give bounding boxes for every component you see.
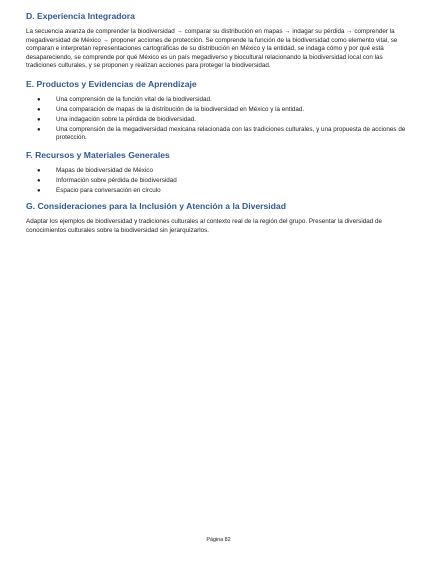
- list-item-text: Una comprensión de la función vital de la biodiversidad.: [56, 95, 212, 103]
- section-paragraph-experiencia-integradora: La secuencia avanza de comprender la biodiversidad → comparar su distribución en mapas → indagar su pérdida → comprender la megadiversidad de México → proponer acciones de protección. Se comprende la función de la biodiversidad como elemento vital, se comparan e interpretan representaciones cartográficas de su distribución en México y la entidad, se indaga cómo y por qué está desapareciendo, se comprende por qué México es un país megadiverso y biocultural relacionando la biodiversidad local con las tradiciones culturales, y se proponen y realizan acciones para proteger la biodiversidad.: [26, 28, 398, 69]
- section-paragraph-inclusion-diversidad: Adaptar los ejemplos de biodiversidad y tradiciones culturales al contexto real de la región del grupo. Presentar la diversidad de conocimientos culturales sobre la biodiversidad sin jerarquizarlos.: [26, 218, 382, 234]
- list-item-text: Una indagación sobre la pérdida de biodiversidad.: [56, 115, 197, 123]
- section-heading-inclusion-diversidad: G. Consideraciones para la Inclusión y Atención a la Diversidad: [26, 201, 286, 212]
- section-heading-experiencia-integradora: D. Experiencia Integradora: [26, 11, 135, 21]
- page-number: Página 82: [206, 537, 231, 543]
- bullet-icon: ●: [37, 167, 41, 174]
- bullet-icon: ●: [37, 187, 41, 194]
- bullet-icon: ●: [37, 116, 41, 123]
- bullet-icon: ●: [37, 106, 41, 113]
- bullet-icon: ●: [37, 126, 41, 133]
- bullet-list-recursos: [26, 167, 410, 196]
- bullet-list-productos: [26, 96, 410, 143]
- bullet-icon: ●: [37, 177, 41, 184]
- list-item-text: Una comparación de mapas de la distribución de la biodiversidad en México y la entidad.: [56, 105, 305, 113]
- list-item-text: Información sobre pérdida de biodiversidad: [56, 176, 177, 184]
- list-item: [26, 116, 410, 125]
- list-item-text: Una comprensión de la megadiversidad mexicana relacionada con las tradiciones culturales, y una propuesta de acciones de protección.: [56, 125, 406, 142]
- document-page: [26, 10, 410, 235]
- section-heading-recursos-materiales: F. Recursos y Materiales Generales: [26, 149, 170, 160]
- section-heading-productos-evidencias: E. Productos y Evidencias de Aprendizaje: [26, 78, 197, 89]
- list-item: [26, 177, 410, 186]
- bullet-icon: ●: [37, 96, 41, 103]
- list-item-text: Espacio para conversación en círculo: [56, 186, 161, 194]
- list-item: [26, 126, 410, 143]
- list-item: [26, 106, 410, 115]
- list-item: [26, 167, 410, 176]
- list-item: [26, 187, 410, 196]
- list-item-text: Mapas de biodiversidad de México: [56, 166, 153, 174]
- list-item: [26, 96, 410, 105]
